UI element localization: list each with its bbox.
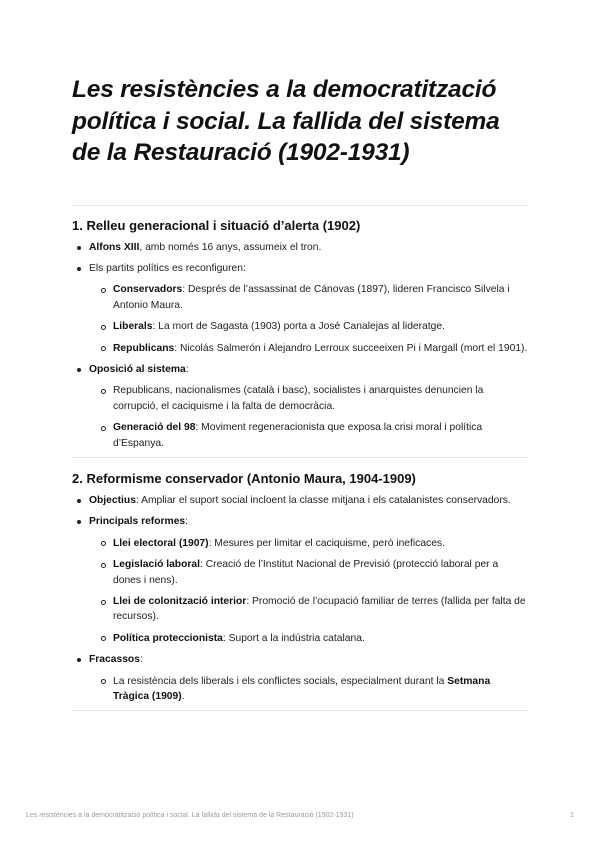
item-text: : bbox=[139, 654, 143, 666]
divider bbox=[72, 205, 528, 206]
sub-list-item bbox=[93, 319, 528, 334]
bold-term: Llei de colonització interior bbox=[113, 596, 247, 607]
list-item bbox=[72, 240, 528, 255]
bold-term: Legislació laboral bbox=[113, 559, 200, 571]
bold-term: Principals reformes bbox=[89, 516, 186, 528]
item-text: : bbox=[185, 516, 189, 528]
sub-list-item bbox=[93, 420, 528, 451]
sub-list-item bbox=[93, 674, 528, 705]
item-text: , amb només 16 anys, assumeix el tron. bbox=[139, 241, 322, 253]
bold-term: Alfons XIII bbox=[89, 241, 140, 253]
page-number: 1 bbox=[570, 812, 574, 819]
item-text: : Mesures per limitar el caciquisme, però ineficaces. bbox=[208, 537, 445, 549]
bold-term: Fracassos bbox=[89, 654, 140, 666]
list-item bbox=[72, 261, 528, 356]
item-text: Els partits polítics es reconfiguren: bbox=[89, 262, 246, 274]
sub-list bbox=[93, 674, 528, 705]
bold-term: Oposició al sistema bbox=[89, 363, 186, 375]
bold-term: Conservadors bbox=[113, 284, 183, 296]
bold-term: Política proteccionista bbox=[113, 632, 223, 644]
bold-term: Liberals bbox=[113, 321, 153, 333]
section-2 bbox=[72, 471, 528, 704]
item-text: Republicans, nacionalismes (català i basc), socialistes i anarquistes denuncien la corrupció, el caciquisme i la falta de democràcia. bbox=[113, 385, 484, 412]
document-page bbox=[72, 74, 528, 711]
item-text: : Suport a la indústria catalana. bbox=[222, 632, 365, 644]
sub-list bbox=[93, 383, 528, 451]
item-text: : Després de l’assassinat de Cánovas (1897), lideren Francisco Silvela i Antonio Maura. bbox=[113, 284, 510, 311]
item-text: La resistència dels liberals i els conflictes socials, especialment durant la bbox=[113, 675, 448, 687]
page-footer bbox=[26, 812, 574, 819]
section-2-heading: 2. Reformisme conservador (Antonio Maura, 1904-1909) bbox=[72, 470, 416, 486]
item-text: . bbox=[181, 691, 185, 703]
divider bbox=[72, 457, 528, 458]
footer-title: Les resistències a la democratització política i social. La fallida del sistema de la Restauració (1902-1931) bbox=[26, 812, 354, 819]
sub-list-item bbox=[93, 383, 528, 414]
bold-term: Generació del 98 bbox=[113, 422, 196, 434]
item-text: : Ampliar el suport social incloent la classe mitjana i els catalanistes conservadors. bbox=[135, 494, 511, 506]
sub-list bbox=[93, 282, 528, 356]
bold-term: Republicans bbox=[113, 342, 175, 354]
sub-list-item bbox=[93, 631, 528, 646]
item-text: : Creació de l’Institut Nacional de Previsió (protecció laboral per a dones i nens). bbox=[113, 559, 499, 586]
bold-term: Llei electoral (1907) bbox=[113, 537, 209, 549]
bold-term: Objectius bbox=[89, 494, 136, 506]
list-item bbox=[72, 514, 528, 646]
sub-list-item bbox=[93, 282, 528, 313]
sub-list-item bbox=[93, 557, 528, 588]
bold-term: Setmana Tràgica (1909) bbox=[113, 675, 491, 703]
divider bbox=[72, 710, 528, 711]
sub-list-item bbox=[93, 594, 528, 625]
item-text: : bbox=[185, 363, 189, 375]
list-item bbox=[72, 493, 528, 508]
section-2-list bbox=[72, 493, 528, 704]
section-1 bbox=[72, 218, 528, 451]
sub-list-item bbox=[93, 341, 528, 356]
section-1-heading: 1. Relleu generacional i situació d’alerta (1902) bbox=[72, 217, 361, 233]
item-text: : La mort de Sagasta (1903) porta a José Canalejas al lideratge. bbox=[152, 321, 445, 333]
sub-list bbox=[93, 536, 528, 646]
list-item bbox=[72, 362, 528, 451]
sub-list-item bbox=[93, 536, 528, 551]
document-title: Les resistències a la democratització política i social. La fallida del sistema de la Restauració (1902-1931) bbox=[72, 76, 500, 166]
item-text: : Moviment regeneracionista que exposa la crisi moral i política d’Espanya. bbox=[113, 422, 483, 449]
section-1-list bbox=[72, 240, 528, 451]
item-text: : Promoció de l’ocupació familiar de terres (fallida per falta de recursos). bbox=[113, 596, 526, 623]
list-item bbox=[72, 652, 528, 704]
item-text: : Nicolás Salmerón i Alejandro Lerroux succeeixen Pi i Margall (mort el 1901). bbox=[174, 342, 528, 354]
